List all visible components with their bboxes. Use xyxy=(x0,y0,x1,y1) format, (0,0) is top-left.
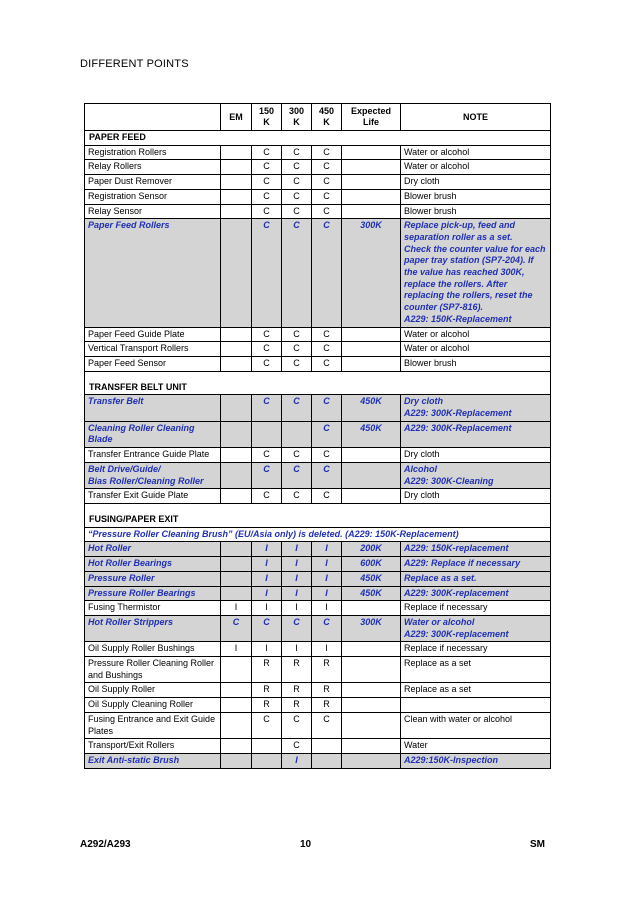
interval-450k-cell: C xyxy=(312,489,342,504)
note-cell: Water or alcohol xyxy=(401,342,551,357)
interval-150k-cell xyxy=(252,739,282,754)
table-row xyxy=(85,219,551,327)
interval-150k-cell: C xyxy=(252,448,282,463)
section-title: TRANSFER BELT UNIT xyxy=(85,371,551,395)
note-cell: A229: 300K-Replacement xyxy=(401,421,551,447)
item-name-cell: Pressure Roller Bearings xyxy=(85,586,221,601)
note-cell: Clean with water or alcohol xyxy=(401,712,551,738)
expected-life-cell xyxy=(342,448,401,463)
em-cell xyxy=(221,395,252,421)
em-cell xyxy=(221,327,252,342)
table-body xyxy=(85,104,551,769)
item-name-cell: Pressure Roller xyxy=(85,571,221,586)
note-cell: A229: 300K-replacement xyxy=(401,586,551,601)
interval-450k-cell: C xyxy=(312,448,342,463)
em-cell xyxy=(221,712,252,738)
em-cell xyxy=(221,753,252,768)
interval-450k-cell xyxy=(312,753,342,768)
interval-450k-cell: C xyxy=(312,219,342,327)
expected-life-cell xyxy=(342,642,401,657)
em-cell xyxy=(221,557,252,572)
item-name-cell: Paper Feed Rollers xyxy=(85,219,221,327)
section-note-row xyxy=(85,527,551,542)
note-cell: A229: 150K-replacement xyxy=(401,542,551,557)
table-row xyxy=(85,395,551,421)
em-cell xyxy=(221,462,252,488)
interval-450k-cell: R xyxy=(312,683,342,698)
em-cell xyxy=(221,175,252,190)
interval-450k-cell xyxy=(312,739,342,754)
note-cell: Water xyxy=(401,739,551,754)
interval-450k-cell: C xyxy=(312,395,342,421)
expected-life-cell: 450K xyxy=(342,571,401,586)
item-name-cell: Transport/Exit Rollers xyxy=(85,739,221,754)
item-name-cell: Relay Rollers xyxy=(85,160,221,175)
table-row xyxy=(85,189,551,204)
interval-300k-cell: C xyxy=(282,448,312,463)
item-name-cell: Pressure Roller Cleaning Roller and Bushings xyxy=(85,657,221,683)
expected-life-cell xyxy=(342,160,401,175)
expected-life-cell xyxy=(342,356,401,371)
item-name-cell: Hot Roller Bearings xyxy=(85,557,221,572)
table-row xyxy=(85,145,551,160)
note-cell: Replace if necessary xyxy=(401,642,551,657)
interval-450k-cell: C xyxy=(312,356,342,371)
interval-150k-cell: C xyxy=(252,219,282,327)
expected-life-cell xyxy=(342,175,401,190)
em-cell: I xyxy=(221,601,252,616)
interval-150k-cell: I xyxy=(252,601,282,616)
expected-life-cell: 600K xyxy=(342,557,401,572)
expected-life-cell: 300K xyxy=(342,219,401,327)
interval-300k-cell: I xyxy=(282,601,312,616)
item-name-cell: Transfer Belt xyxy=(85,395,221,421)
interval-150k-cell: I xyxy=(252,542,282,557)
item-name-cell: Registration Rollers xyxy=(85,145,221,160)
header-expected-life: Expected Life xyxy=(342,104,401,131)
em-cell xyxy=(221,542,252,557)
interval-300k-cell: C xyxy=(282,462,312,488)
interval-450k-cell: C xyxy=(312,327,342,342)
item-name-cell: Oil Supply Roller xyxy=(85,683,221,698)
note-cell: Replace as a set xyxy=(401,683,551,698)
interval-450k-cell: C xyxy=(312,462,342,488)
footer-manual-type: SM xyxy=(530,839,545,850)
expected-life-cell: 300K xyxy=(342,615,401,641)
interval-450k-cell: C xyxy=(312,204,342,219)
table-row xyxy=(85,421,551,447)
expected-life-cell xyxy=(342,462,401,488)
interval-150k-cell: I xyxy=(252,642,282,657)
interval-300k-cell: I xyxy=(282,542,312,557)
note-cell: Blower brush xyxy=(401,356,551,371)
section-header-row xyxy=(85,131,551,146)
note-cell: Replace as a set. xyxy=(401,571,551,586)
section-title: PAPER FEED xyxy=(85,131,551,146)
interval-300k-cell: I xyxy=(282,571,312,586)
interval-150k-cell: I xyxy=(252,586,282,601)
table-row xyxy=(85,739,551,754)
interval-300k-cell: C xyxy=(282,327,312,342)
interval-450k-cell: R xyxy=(312,657,342,683)
header-item xyxy=(85,104,221,131)
item-name-cell: Fusing Thermistor xyxy=(85,601,221,616)
item-name-cell: Hot Roller Strippers xyxy=(85,615,221,641)
interval-450k-cell: C xyxy=(312,615,342,641)
interval-300k-cell: R xyxy=(282,698,312,713)
expected-life-cell xyxy=(342,712,401,738)
interval-300k-cell: C xyxy=(282,342,312,357)
interval-450k-cell: I xyxy=(312,586,342,601)
em-cell xyxy=(221,421,252,447)
interval-450k-cell: I xyxy=(312,542,342,557)
note-cell: Water or alcohol xyxy=(401,327,551,342)
table-row xyxy=(85,342,551,357)
expected-life-cell xyxy=(342,657,401,683)
item-name-cell: Hot Roller xyxy=(85,542,221,557)
table-row xyxy=(85,489,551,504)
interval-300k-cell: I xyxy=(282,753,312,768)
interval-150k-cell: R xyxy=(252,683,282,698)
expected-life-cell xyxy=(342,204,401,219)
expected-life-cell xyxy=(342,145,401,160)
expected-life-cell: 450K xyxy=(342,421,401,447)
item-name-cell: Oil Supply Cleaning Roller xyxy=(85,698,221,713)
interval-300k-cell: C xyxy=(282,489,312,504)
interval-300k-cell: C xyxy=(282,204,312,219)
header-row xyxy=(85,104,551,131)
interval-450k-cell: I xyxy=(312,557,342,572)
note-cell: Dry cloth xyxy=(401,175,551,190)
item-name-cell: Relay Sensor xyxy=(85,204,221,219)
em-cell xyxy=(221,657,252,683)
interval-300k-cell: C xyxy=(282,175,312,190)
table-row xyxy=(85,557,551,572)
interval-150k-cell: C xyxy=(252,175,282,190)
expected-life-cell xyxy=(342,601,401,616)
interval-150k-cell: R xyxy=(252,698,282,713)
header-150k: 150 K xyxy=(252,104,282,131)
interval-150k-cell xyxy=(252,421,282,447)
table-row xyxy=(85,462,551,488)
interval-150k-cell: C xyxy=(252,356,282,371)
interval-300k-cell: I xyxy=(282,642,312,657)
interval-450k-cell: C xyxy=(312,712,342,738)
item-name-cell: Paper Dust Remover xyxy=(85,175,221,190)
em-cell xyxy=(221,204,252,219)
em-cell xyxy=(221,356,252,371)
footer-model: A292/A293 xyxy=(80,839,131,850)
interval-300k-cell: R xyxy=(282,657,312,683)
table-row xyxy=(85,586,551,601)
interval-450k-cell: I xyxy=(312,601,342,616)
interval-450k-cell: C xyxy=(312,189,342,204)
note-cell xyxy=(401,698,551,713)
expected-life-cell xyxy=(342,739,401,754)
interval-150k-cell: I xyxy=(252,571,282,586)
note-cell: Dry cloth xyxy=(401,448,551,463)
table-row xyxy=(85,712,551,738)
note-cell: Water or alcohol xyxy=(401,145,551,160)
em-cell xyxy=(221,739,252,754)
expected-life-cell xyxy=(342,342,401,357)
note-cell: Replace as a set xyxy=(401,657,551,683)
interval-150k-cell: C xyxy=(252,204,282,219)
interval-300k-cell: C xyxy=(282,145,312,160)
expected-life-cell xyxy=(342,753,401,768)
maintenance-table-wrapper xyxy=(84,103,550,769)
interval-450k-cell: R xyxy=(312,698,342,713)
interval-300k-cell: C xyxy=(282,615,312,641)
em-cell xyxy=(221,189,252,204)
header-em: EM xyxy=(221,104,252,131)
table-row xyxy=(85,327,551,342)
note-cell: Blower brush xyxy=(401,204,551,219)
item-name-cell: Registration Sensor xyxy=(85,189,221,204)
em-cell xyxy=(221,571,252,586)
note-cell: Replace if necessary xyxy=(401,601,551,616)
interval-450k-cell: C xyxy=(312,175,342,190)
expected-life-cell: 450K xyxy=(342,586,401,601)
item-name-cell: Transfer Entrance Guide Plate xyxy=(85,448,221,463)
expected-life-cell xyxy=(342,489,401,504)
item-name-cell: Fusing Entrance and Exit Guide Plates xyxy=(85,712,221,738)
note-cell: Dry cloth xyxy=(401,489,551,504)
em-cell xyxy=(221,219,252,327)
interval-150k-cell: I xyxy=(252,557,282,572)
header-note: NOTE xyxy=(401,104,551,131)
item-name-cell: Paper Feed Guide Plate xyxy=(85,327,221,342)
interval-300k-cell xyxy=(282,421,312,447)
table-row xyxy=(85,698,551,713)
em-cell xyxy=(221,683,252,698)
footer-page-number: 10 xyxy=(300,839,312,850)
note-cell: A229: Replace if necessary xyxy=(401,557,551,572)
interval-300k-cell: C xyxy=(282,395,312,421)
section-title: FUSING/PAPER EXIT xyxy=(85,503,551,527)
interval-450k-cell: C xyxy=(312,160,342,175)
expected-life-cell xyxy=(342,683,401,698)
note-cell: A229:150K-Inspection xyxy=(401,753,551,768)
expected-life-cell: 450K xyxy=(342,395,401,421)
table-row xyxy=(85,642,551,657)
table-row xyxy=(85,448,551,463)
item-name-cell: Belt Drive/Guide/ Bias Roller/Cleaning Roller xyxy=(85,462,221,488)
interval-300k-cell: I xyxy=(282,557,312,572)
em-cell: C xyxy=(221,615,252,641)
note-cell: Replace pick-up, feed and separation roller as a set. Check the counter value for each paper tray station (SP7-204). If the value has reached 300K, replace the rollers. After replacing the rollers, reset the counter (SP7-816). A229: 150K-Replacement xyxy=(401,219,551,327)
section-header-row xyxy=(85,503,551,527)
table-row xyxy=(85,615,551,641)
interval-300k-cell: C xyxy=(282,160,312,175)
table-row xyxy=(85,356,551,371)
interval-150k-cell: C xyxy=(252,395,282,421)
table-row xyxy=(85,601,551,616)
table-row xyxy=(85,160,551,175)
table-row xyxy=(85,753,551,768)
item-name-cell: Paper Feed Sensor xyxy=(85,356,221,371)
interval-300k-cell: C xyxy=(282,219,312,327)
em-cell xyxy=(221,489,252,504)
header-450k: 450 K xyxy=(312,104,342,131)
interval-300k-cell: C xyxy=(282,712,312,738)
table-row xyxy=(85,175,551,190)
interval-300k-cell: C xyxy=(282,189,312,204)
note-cell: Alcohol A229: 300K-Cleaning xyxy=(401,462,551,488)
interval-150k-cell: C xyxy=(252,615,282,641)
interval-150k-cell: R xyxy=(252,657,282,683)
section-header-row xyxy=(85,371,551,395)
expected-life-cell xyxy=(342,189,401,204)
item-name-cell: Vertical Transport Rollers xyxy=(85,342,221,357)
interval-450k-cell: I xyxy=(312,642,342,657)
expected-life-cell xyxy=(342,327,401,342)
interval-150k-cell: C xyxy=(252,342,282,357)
table-row xyxy=(85,657,551,683)
table-row xyxy=(85,542,551,557)
item-name-cell: Cleaning Roller Cleaning Blade xyxy=(85,421,221,447)
table-row xyxy=(85,683,551,698)
interval-450k-cell: C xyxy=(312,342,342,357)
em-cell xyxy=(221,145,252,160)
interval-450k-cell: C xyxy=(312,421,342,447)
table-row xyxy=(85,571,551,586)
note-cell: Water or alcohol xyxy=(401,160,551,175)
interval-300k-cell: I xyxy=(282,586,312,601)
interval-150k-cell xyxy=(252,753,282,768)
item-name-cell: Oil Supply Roller Bushings xyxy=(85,642,221,657)
note-cell: Blower brush xyxy=(401,189,551,204)
interval-150k-cell: C xyxy=(252,462,282,488)
interval-150k-cell: C xyxy=(252,489,282,504)
page-title: DIFFERENT POINTS xyxy=(80,58,189,70)
interval-150k-cell: C xyxy=(252,712,282,738)
em-cell xyxy=(221,160,252,175)
interval-150k-cell: C xyxy=(252,189,282,204)
em-cell xyxy=(221,342,252,357)
interval-300k-cell: C xyxy=(282,739,312,754)
em-cell xyxy=(221,586,252,601)
interval-450k-cell: I xyxy=(312,571,342,586)
interval-150k-cell: C xyxy=(252,160,282,175)
expected-life-cell: 200K xyxy=(342,542,401,557)
table-row xyxy=(85,204,551,219)
interval-450k-cell: C xyxy=(312,145,342,160)
item-name-cell: Exit Anti-static Brush xyxy=(85,753,221,768)
interval-300k-cell: C xyxy=(282,356,312,371)
note-cell: Water or alcohol A229: 300K-replacement xyxy=(401,615,551,641)
interval-150k-cell: C xyxy=(252,145,282,160)
header-300k: 300 K xyxy=(282,104,312,131)
expected-life-cell xyxy=(342,698,401,713)
maintenance-table xyxy=(84,103,551,769)
item-name-cell: Transfer Exit Guide Plate xyxy=(85,489,221,504)
em-cell: I xyxy=(221,642,252,657)
section-note: “Pressure Roller Cleaning Brush” (EU/Asia only) is deleted. (A229: 150K-Replacement) xyxy=(85,527,551,542)
em-cell xyxy=(221,448,252,463)
interval-300k-cell: R xyxy=(282,683,312,698)
note-cell: Dry cloth A229: 300K-Replacement xyxy=(401,395,551,421)
em-cell xyxy=(221,698,252,713)
interval-150k-cell: C xyxy=(252,327,282,342)
